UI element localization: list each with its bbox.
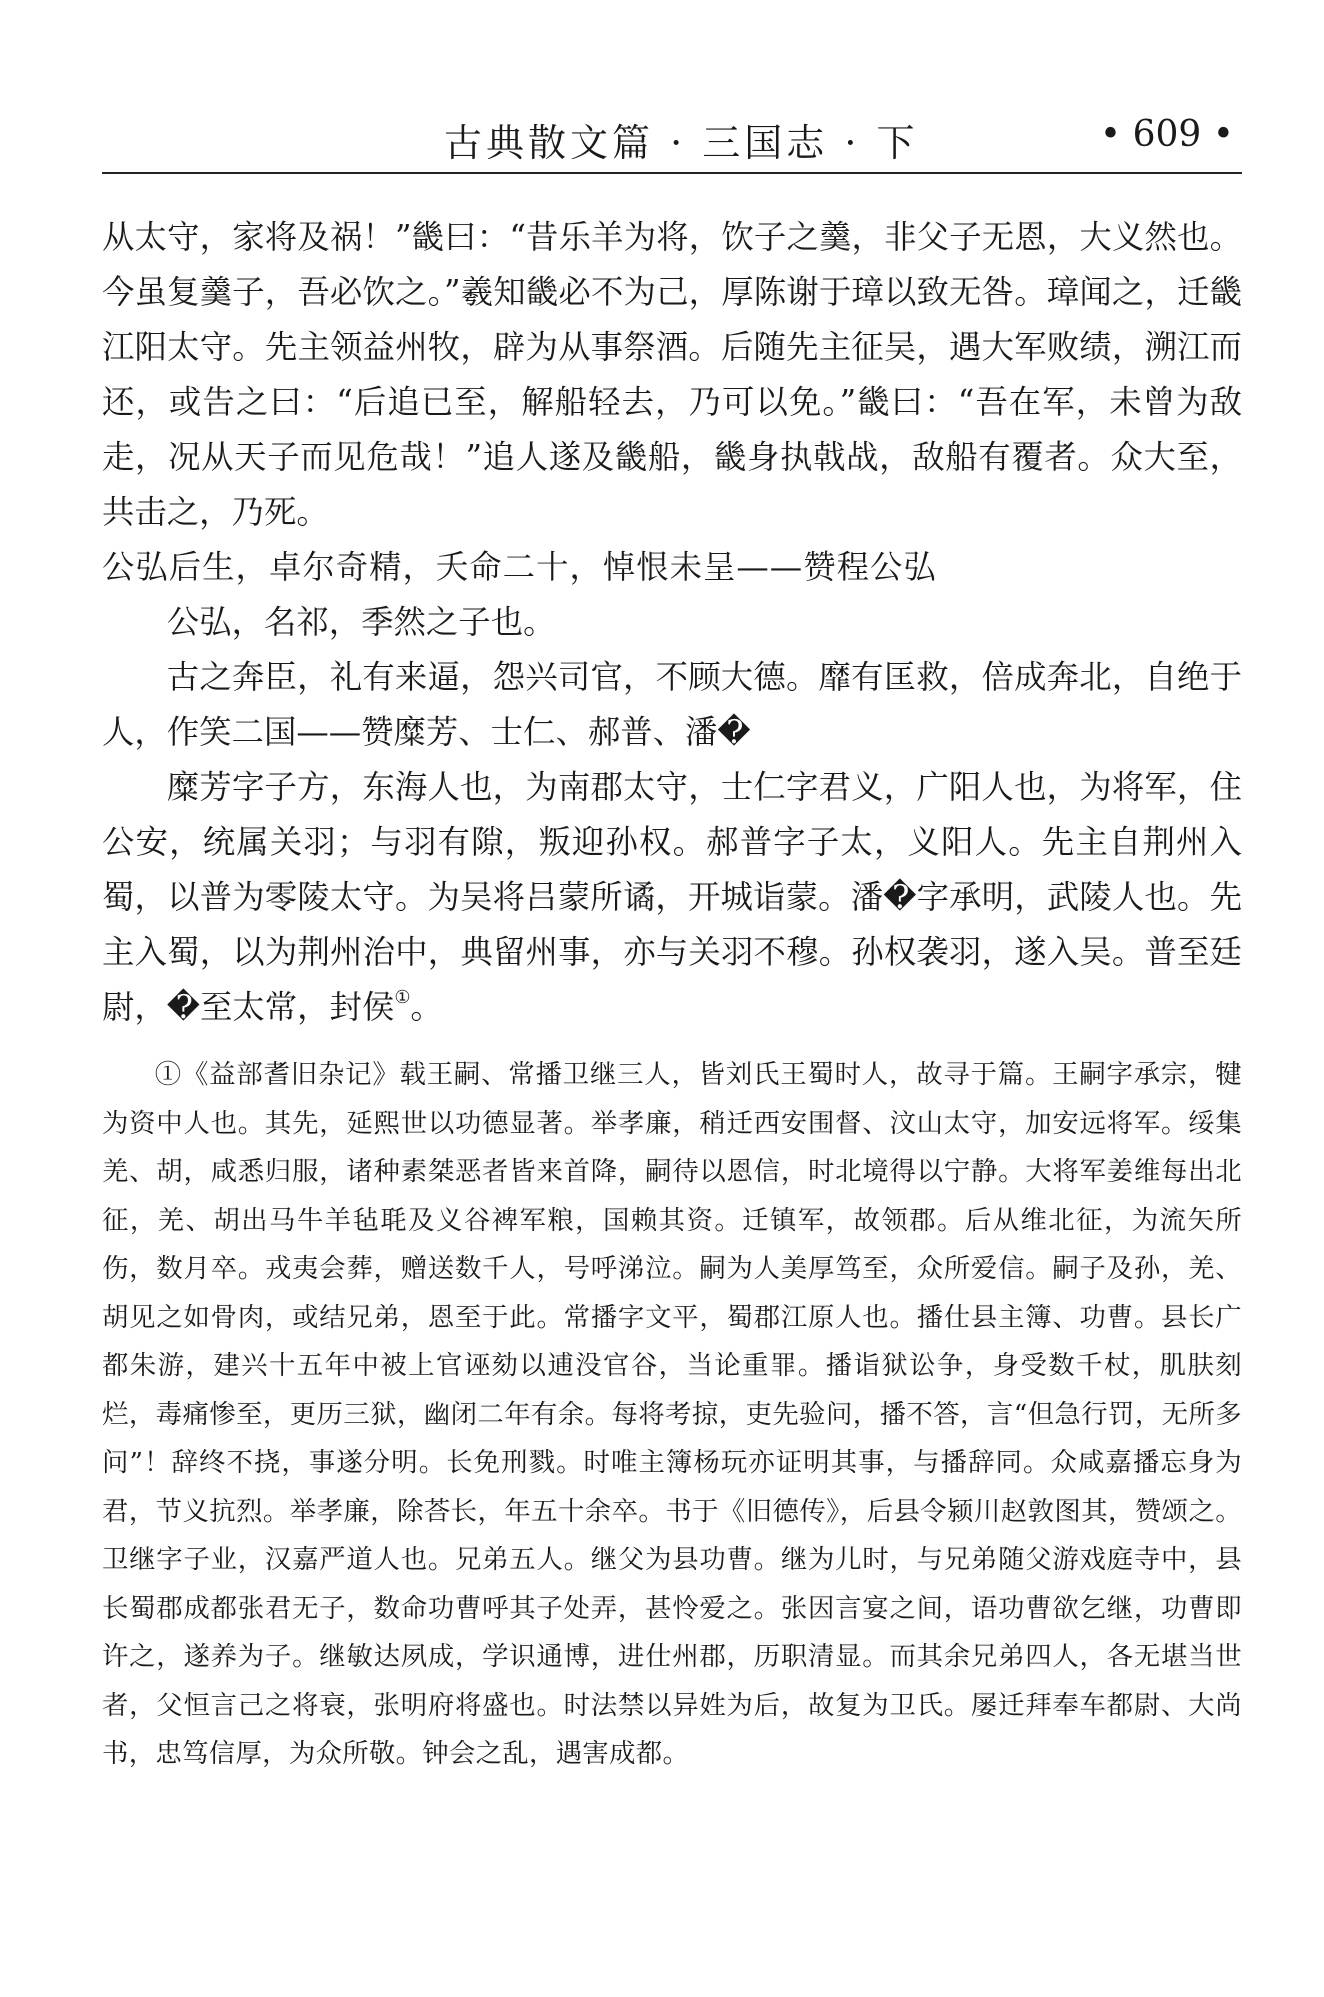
page-content bbox=[102, 210, 1242, 1779]
page-number: • 609 • bbox=[1099, 114, 1234, 155]
paragraph-end: 。 bbox=[410, 988, 443, 1026]
footnote-marker: ① bbox=[394, 986, 411, 1008]
paragraph-text: 糜芳字子方，东海人也，为南郡太守，士仁字君义，广阳人也，为将军，住公安，统属关羽；与羽有隙，叛迎孙权。郝普字子太，义阳人。先主自荆州入蜀，以普为零陵太守。为吴将吕蒙所谲，开城诣蒙。潘�字承明，武陵人也。先主入蜀，以为荆州治中，典留州事，亦与关羽不穆。孙权袭羽，遂入吴。普至廷尉，�至太常，封侯 bbox=[102, 768, 1242, 1026]
body-paragraph bbox=[102, 760, 1242, 1035]
body-paragraph: 公弘，名祁，季然之子也。 bbox=[166, 603, 556, 641]
eulogy-heading: 公弘后生，卓尔奇精，夭命二十，悼恨未呈——赞程公弘 bbox=[102, 548, 937, 586]
main-text bbox=[102, 210, 1242, 1035]
body-paragraph: 古之奔臣，礼有来逼，怨兴司官，不顾大德。靡有匡救，倍成奔北，自绝于人，作笑二国——赞糜芳、士仁、郝普、潘� bbox=[102, 658, 1242, 751]
footnote-block bbox=[102, 1051, 1242, 1779]
body-paragraph: 从太守，家将及祸！”畿曰：“昔乐羊为将，饮子之羹，非父子无恩，大义然也。今虽复羹子，吾必饮之。”羲知畿必不为己，厚陈谢于璋以致无咎。璋闻之，迁畿江阳太守。先主领益州牧，辟为从事祭酒。后随先主征吴，遇大军败绩，溯江而还，或告之曰：“后追已至，解船轻去，乃可以免。”畿曰：“吾在军，未曾为敌走，况从天子而见危哉！”追人遂及畿船，畿身执戟战，敌船有覆者。众大至，共击之，乃死。 bbox=[102, 218, 1242, 531]
page-header bbox=[102, 100, 1242, 174]
running-title: 古典散文篇 · 三国志 · 下 bbox=[444, 121, 919, 165]
footnote-text: ①《益部耆旧杂记》载王嗣、常播卫继三人，皆刘氏王蜀时人，故寻于篇。王嗣字承宗，犍为资中人也。其先，延熙世以功德显著。举孝廉，稍迁西安围督、汶山太守，加安远将军。绥集羌、胡，咸悉归服，诸种素桀恶者皆来首降，嗣待以恩信，时北境得以宁静。大将军姜维每出北征，羌、胡出马牛羊毡毦及义谷裨军粮，国赖其资。迁镇军，故领郡。后从维北征，为流矢所伤，数月卒。戎夷会葬，赠送数千人，号呼涕泣。嗣为人美厚笃至，众所爱信。嗣子及孙，羌、胡见之如骨肉，或结兄弟，恩至于此。常播字文平，蜀郡江原人也。播仕县主簿、功曹。县长广都朱游，建兴十五年中被上官诬劾以逋没官谷，当论重罪。播诣狱讼争，身受数千杖，肌肤刻烂，毒痛惨至，更历三狱，幽闭二年有余。每将考掠，吏先验问，播不答，言“但急行罚，无所多问”！辞终不挠，事遂分明。长免刑戮。时唯主簿杨玩亦证明其事，与播辞同。众咸嘉播忘身为君，节义抗烈。举孝廉，除荅长，年五十余卒。书于《旧德传》，后县令颍川赵敦图其，赞颂之。卫继字子业，汉嘉严道人也。兄弟五人。继父为县功曹。继为儿时，与兄弟随父游戏庭寺中，县长蜀郡成都张君无子，数命功曹呼其子处弄，甚怜爱之。张因言宴之间，语功曹欲乞继，功曹即许之，遂养为子。继敏达夙成，学识通博，进仕州郡，历职清显。而其余兄弟四人，各无堪当世者，父恒言己之将衰，张明府将盛也。时法禁以异姓为后，故复为卫氏。屡迁拜奉车都尉、大尚书，忠笃信厚，为众所敬。钟会之乱，遇害成都。 bbox=[102, 1059, 1242, 1769]
